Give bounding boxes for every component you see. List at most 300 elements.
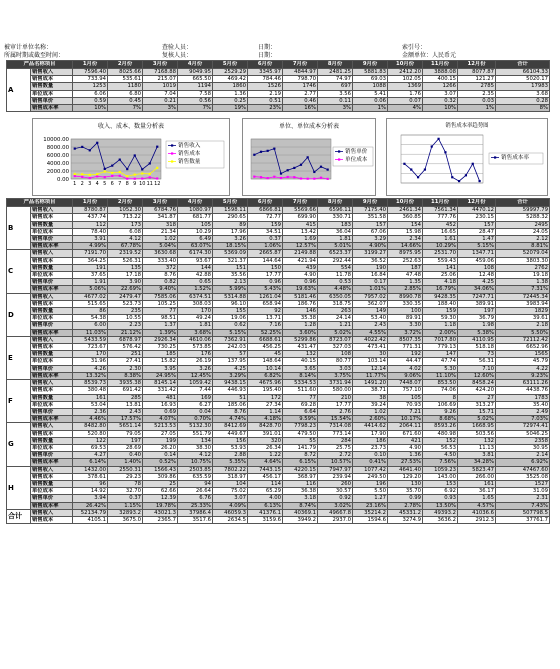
data-point	[119, 159, 121, 161]
sheet-header	[4, 0, 556, 60]
table-cell: 2937.0	[318, 516, 353, 523]
table-cell: 16%	[283, 105, 318, 112]
data-point	[437, 138, 439, 140]
table-cell: 479.50	[283, 430, 318, 437]
table-cell: 372	[143, 264, 178, 271]
column-header: 11月份	[423, 199, 458, 207]
table-cell: 4110.95	[458, 336, 496, 343]
table-row	[7, 90, 550, 97]
table-cell: 7.04	[143, 90, 178, 97]
table-cell: 251	[108, 351, 143, 358]
table-cell: 8.14%	[283, 372, 318, 379]
table-cell: 2.85%	[388, 286, 423, 293]
column-header: 10月份	[388, 61, 423, 69]
table-cell: 327.03	[318, 344, 353, 351]
metric-label: 销售成本	[31, 430, 73, 437]
table-cell: 8539.73	[73, 380, 108, 387]
table-cell: 53.93	[213, 444, 248, 451]
column-header: 产品名称项目	[7, 199, 73, 207]
table-cell: 0.17	[353, 279, 388, 286]
table-cell: 187	[388, 264, 423, 271]
table-cell: 6.92	[423, 488, 458, 495]
table-cell: 391.01	[248, 430, 283, 437]
table-cell: 4.25	[458, 279, 496, 286]
table-cell: 69.03	[353, 76, 388, 83]
table-cell: 11.78	[318, 272, 353, 279]
table-cell: 1%	[458, 105, 496, 112]
table-cell: 2.00%	[423, 329, 458, 336]
table-cell: 75.02	[213, 488, 248, 495]
table-cell: 149	[353, 308, 388, 315]
index-label: 索引号：	[402, 44, 427, 51]
table-cell: 28.47	[458, 228, 496, 235]
table-cell: 5020.17	[496, 76, 550, 83]
table-cell: 36.04	[318, 228, 353, 235]
table-cell: 72445.34	[496, 293, 550, 300]
table-cell: 96	[73, 480, 108, 487]
table-cell: 28.69	[108, 444, 143, 451]
x-tick-label: 3	[88, 181, 92, 188]
table-cell: 2529.29	[213, 69, 248, 76]
table-cell: 53.40	[353, 315, 388, 322]
table-cell: 35.38	[283, 315, 318, 322]
table-cell: 132	[283, 351, 318, 358]
table-row	[7, 243, 550, 250]
table-cell: 1%	[353, 105, 388, 112]
table-cell: 35.70	[388, 488, 423, 495]
table-cell: 415	[283, 221, 318, 228]
data-point	[320, 177, 322, 179]
table-cell: 108	[458, 264, 496, 271]
table-cell: 31.09	[496, 488, 550, 495]
table-cell: 94	[178, 480, 213, 487]
table-cell: 19.78%	[143, 502, 178, 509]
table-cell: 573.85	[178, 344, 213, 351]
table-cell: 1.06%	[248, 243, 283, 250]
table-cell: 699.90	[283, 214, 318, 221]
table-cell: 503.56	[458, 430, 496, 437]
data-point	[96, 142, 98, 144]
table-cell: 5823.47	[458, 466, 496, 473]
table-cell: 27.34	[248, 401, 283, 408]
table-cell: 330.71	[318, 214, 353, 221]
table-cell: 331.42	[143, 387, 178, 394]
table-cell: 8.68%	[423, 416, 458, 423]
table-cell: 4.90	[388, 444, 423, 451]
table-cell: 2.49	[496, 408, 550, 415]
metric-label: 销售单价	[31, 322, 73, 329]
table-cell: 6.13%	[248, 502, 283, 509]
y-tick-label: 10000.00	[43, 137, 69, 144]
table-cell: 0.62	[213, 322, 248, 329]
table-cell: 7.31%	[496, 286, 550, 293]
table-cell: 35.56	[213, 272, 248, 279]
table-cell: 3.81	[458, 452, 496, 459]
table-cell: 481	[143, 394, 178, 401]
metric-label: 销售成本率	[31, 502, 73, 509]
table-cell: 6652.96	[496, 344, 550, 351]
table-row	[7, 308, 550, 315]
metric-label: 单位成本	[31, 488, 73, 495]
table-cell: 3525.08	[496, 473, 550, 480]
table-cell: 26.20	[143, 444, 178, 451]
table-cell: 150	[248, 264, 283, 271]
column-header: 12月份	[458, 61, 496, 69]
table-cell: 318.97	[213, 473, 248, 480]
metric-label: 销售数量	[31, 351, 73, 358]
table-cell: 17.57%	[108, 416, 143, 423]
table-cell: 8.76	[143, 272, 178, 279]
metric-label: 销售收入	[31, 336, 73, 343]
metric-label: 销售数量	[31, 221, 73, 228]
table-cell: 2531.70	[423, 250, 458, 257]
table-cell: 7.03%	[496, 416, 550, 423]
table-cell: 12.45%	[178, 372, 213, 379]
table-cell: 469.42	[213, 76, 248, 83]
table-cell: 8990.78	[388, 293, 423, 300]
data-point	[478, 180, 480, 182]
x-tick-label: 8	[125, 181, 129, 188]
table-cell: 14.92	[73, 488, 108, 495]
table-cell: 2.60%	[353, 416, 388, 423]
legend-marker	[338, 159, 340, 161]
column-header: 6月份	[248, 199, 283, 207]
data-point	[444, 151, 446, 153]
table-cell: 3.56	[318, 90, 353, 97]
table-cell: 5.30	[423, 365, 458, 372]
table-cell: 8428.70	[248, 423, 283, 430]
table-cell: 105	[388, 394, 423, 401]
table-cell: 66104.33	[496, 69, 550, 76]
table-cell: 773.14	[318, 430, 353, 437]
column-header: 合计	[496, 199, 550, 207]
metric-label: 销售收入	[31, 293, 73, 300]
table-cell: 2.43	[353, 322, 388, 329]
table-cell: 12.39	[143, 495, 178, 502]
table-cell: 141	[423, 264, 458, 271]
data-point	[74, 175, 76, 177]
metric-label: 单位成本	[31, 90, 73, 97]
table-cell: 263	[318, 308, 353, 315]
table-row	[7, 473, 550, 480]
table-cell: 318.75	[318, 300, 353, 307]
table-cell: 3.18	[283, 495, 318, 502]
table-cell: 1.98	[458, 322, 496, 329]
table-cell: 10.17%	[388, 416, 423, 423]
table-cell: 4.74%	[213, 416, 248, 423]
x-tick-label: 2	[80, 181, 84, 188]
column-header: 合计	[496, 61, 550, 69]
table-cell: 157	[353, 221, 388, 228]
table-cell: 713.22	[108, 214, 143, 221]
table-cell: 3888.08	[423, 69, 458, 76]
table-cell: 6.06	[73, 90, 108, 97]
table-cell: 6784.76	[143, 207, 178, 214]
table-cell: 44.47	[388, 358, 423, 365]
table-cell: 22.69%	[108, 286, 143, 293]
group-label: F	[7, 380, 31, 423]
table-cell: 8.38%	[108, 372, 143, 379]
table-cell: 26.64	[178, 488, 213, 495]
table-cell: 15.82	[143, 358, 178, 365]
data-point	[111, 172, 113, 174]
table-cell: 8.81%	[496, 243, 550, 250]
legend-marker	[171, 161, 173, 163]
table-cell: 34.28%	[458, 459, 496, 466]
table-cell: 57	[213, 351, 248, 358]
table-cell: 235	[108, 308, 143, 315]
table-row	[7, 97, 550, 104]
table-row	[7, 76, 550, 83]
table-cell: 0.32	[423, 97, 458, 104]
table-cell: 3949.2	[283, 516, 318, 523]
table-cell: 446.93	[213, 387, 248, 394]
table-cell: 7175.40	[353, 207, 388, 214]
table-cell: 757.10	[388, 387, 423, 394]
table-cell: 551.79	[178, 430, 213, 437]
table-cell: 4105.1	[73, 516, 108, 523]
auditee-label: 被审计单位名称：	[4, 44, 53, 51]
table-cell: 4.57%	[458, 502, 496, 509]
table-cell: 3.03	[318, 365, 353, 372]
metric-label: 单位成本	[31, 401, 73, 408]
column-header: 1月份	[73, 61, 108, 69]
table-cell: 14.66%	[388, 243, 423, 250]
metric-label: 销售成本	[31, 214, 73, 221]
table-cell: 6174.30	[178, 250, 213, 257]
table-cell: 4.00	[248, 495, 283, 502]
table-cell: 1.38	[496, 279, 550, 286]
data-point	[465, 174, 467, 176]
table-cell: 1.40%	[108, 459, 143, 466]
table-cell: 9428.35	[423, 293, 458, 300]
table-cell: 1.81	[178, 322, 213, 329]
table-cell: 53.04	[73, 401, 108, 408]
table-cell: 45.79	[496, 358, 550, 365]
table-cell: 333.40	[143, 257, 178, 264]
table-cell: 4.12	[178, 452, 213, 459]
table-cell: 7168.88	[143, 69, 178, 76]
table-cell: 1.47	[458, 236, 496, 243]
table-cell: 456.17	[248, 473, 283, 480]
column-header: 5月份	[213, 61, 248, 69]
table-cell: 1.15%	[108, 502, 143, 509]
table-cell: 1.35	[388, 279, 423, 286]
metric-label: 销售数量	[31, 480, 73, 487]
data-point	[134, 155, 136, 157]
table-cell: 3.07	[423, 90, 458, 97]
table-cell: 473.41	[353, 344, 388, 351]
table-cell: 196	[353, 480, 388, 487]
table-cell: 0.25	[213, 97, 248, 104]
table-cell: 3.75%	[318, 372, 353, 379]
table-row	[7, 380, 550, 387]
table-cell: 2.43	[108, 408, 143, 415]
metric-label: 销售收入	[31, 69, 73, 76]
table-cell: 31.96	[73, 358, 108, 365]
table-cell: 0.53	[318, 279, 353, 286]
table-cell: 134	[178, 437, 213, 444]
table-cell: 38.71	[353, 387, 388, 394]
table-cell: 1261.04	[248, 293, 283, 300]
table-cell: 5213.53	[143, 423, 178, 430]
table-cell: 30.57	[318, 488, 353, 495]
metric-label: 销售数量	[31, 394, 73, 401]
metric-label: 单位成本	[31, 228, 73, 235]
legend-marker	[338, 151, 340, 153]
table-row	[7, 228, 550, 235]
table-cell: 37.65	[73, 272, 108, 279]
metric-label: 销售单价	[31, 97, 73, 104]
metric-label: 单位成本	[31, 358, 73, 365]
table-cell: 7947.97	[318, 466, 353, 473]
data-point	[287, 176, 289, 178]
column-header: 3月份	[143, 199, 178, 207]
metric-label: 销售成本率	[31, 372, 73, 379]
table-cell: 452	[423, 221, 458, 228]
table-cell: 77	[143, 308, 178, 315]
table-cell: 17.77	[248, 272, 283, 279]
table-cell: 2.30	[108, 365, 143, 372]
table-cell: 55	[283, 437, 318, 444]
y-tick-label: 0.00	[56, 177, 69, 184]
table-cell: 26.19	[178, 358, 213, 365]
table-cell: 5046.25	[496, 430, 550, 437]
table-cell: 74.97	[318, 76, 353, 83]
table-cell: 3.29	[353, 236, 388, 243]
table-cell: 170	[73, 351, 108, 358]
table-cell: 6.82%	[248, 372, 283, 379]
table-cell: 11.10%	[423, 372, 458, 379]
table-cell: 5.01%	[318, 243, 353, 250]
column-header: 4月份	[178, 61, 213, 69]
table-cell: 1194	[178, 83, 213, 90]
table-cell: 6.00	[73, 322, 108, 329]
table-cell: 3.90	[108, 279, 143, 286]
table-row	[7, 351, 550, 358]
table-cell: 2461.34	[388, 207, 423, 214]
table-cell: 309.86	[143, 473, 178, 480]
data-point	[307, 156, 309, 158]
table-row	[7, 480, 550, 487]
table-cell: 54.38	[73, 315, 108, 322]
data-point	[134, 174, 136, 176]
table-cell: 0.92	[318, 495, 353, 502]
table-cell: 1180	[108, 83, 143, 90]
table-row	[7, 488, 550, 495]
table-cell: 368.97	[283, 473, 318, 480]
table-cell: 266.00	[458, 473, 496, 480]
plot-area	[401, 135, 483, 183]
table-cell: 191	[73, 264, 108, 271]
table-cell: 0.04	[178, 408, 213, 415]
table-cell: 5314.88	[213, 293, 248, 300]
table-cell: 12.48	[458, 272, 496, 279]
table-cell: 23.16%	[353, 502, 388, 509]
table-cell: 98.51	[143, 315, 178, 322]
table-cell: 576.42	[108, 344, 143, 351]
table-cell: 3%	[143, 105, 178, 112]
table-cell: 5.35%	[213, 459, 248, 466]
table-cell: 1.18	[423, 322, 458, 329]
table-cell: 51	[213, 394, 248, 401]
table-cell: 4.07%	[143, 416, 178, 423]
table-cell: 104	[213, 480, 248, 487]
table-cell: 4.18%	[248, 416, 283, 423]
table-cell: 4.02	[388, 365, 423, 372]
table-cell: 6596.11	[318, 207, 353, 214]
table-cell: 0.14	[143, 452, 178, 459]
table-cell: 27.05	[143, 430, 178, 437]
table-cell: 172	[248, 394, 283, 401]
chart-plot	[387, 119, 547, 195]
table-cell: 26.42%	[73, 502, 108, 509]
table-cell: 16.79%	[423, 286, 458, 293]
table-cell: 554	[318, 264, 353, 271]
data-point	[327, 178, 329, 180]
data-point	[149, 163, 151, 165]
table-cell: 78	[108, 480, 143, 487]
table-cell: 152	[423, 437, 458, 444]
table-cell: 17983	[496, 83, 550, 90]
table-row	[7, 444, 550, 451]
table-cell: 0.93	[423, 495, 458, 502]
metric-label: 单位成本	[31, 272, 73, 279]
table-cell: 1.39%	[143, 329, 178, 336]
table-cell: 36.52	[353, 257, 388, 264]
table-cell: 195.40	[248, 387, 283, 394]
table-cell: 5334.53	[283, 380, 318, 387]
column-header: 11月份	[423, 61, 458, 69]
column-header: 6月份	[248, 61, 283, 69]
table-cell: 0.70%	[178, 416, 213, 423]
table-cell: 1.65	[458, 495, 496, 502]
table-cell: 777.76	[423, 214, 458, 221]
table-cell: 1491.20	[353, 380, 388, 387]
table-cell: 106.69	[423, 401, 458, 408]
data-point	[81, 173, 83, 175]
table-cell: 3.60%	[283, 329, 318, 336]
table-cell: 67.78%	[108, 243, 143, 250]
table-cell: 52134.79	[73, 509, 108, 516]
table-cell: 4.22	[496, 365, 550, 372]
table-cell: 169	[178, 394, 213, 401]
table-cell: 518.18	[458, 344, 496, 351]
table-cell: 6.49	[178, 236, 213, 243]
table-cell: 2.76	[318, 408, 353, 415]
table-cell: 34.51	[248, 228, 283, 235]
table-cell: 108	[318, 351, 353, 358]
table-cell: 17.77	[318, 401, 353, 408]
table-cell: 10%	[423, 105, 458, 112]
table-cell: 10.29	[178, 228, 213, 235]
data-point	[156, 178, 158, 180]
table-cell: 389.91	[458, 300, 496, 307]
table-cell: 161	[458, 480, 496, 487]
table-cell: 7448.07	[388, 380, 423, 387]
table-cell: 3.68	[496, 90, 550, 97]
table-cell: 1.37	[143, 322, 178, 329]
table-cell: 10.29%	[423, 243, 458, 250]
date-label-2: 日期：	[258, 52, 277, 59]
table-cell: 364.25	[73, 257, 108, 264]
table-cell: 132	[458, 437, 496, 444]
table-cell: 15.54%	[318, 416, 353, 423]
data-point	[156, 146, 158, 148]
table-cell: 3803.30	[496, 257, 550, 264]
table-cell: 313.27	[458, 401, 496, 408]
table-cell: 41376.1	[248, 509, 283, 516]
